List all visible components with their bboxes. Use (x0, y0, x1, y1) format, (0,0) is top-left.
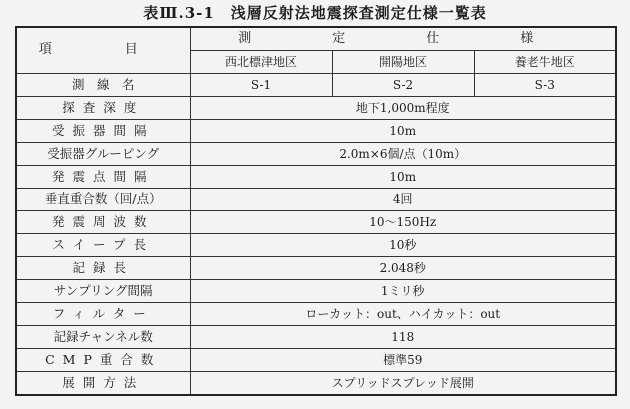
row-label: 探査深度 (16, 96, 190, 119)
table-row (16, 348, 616, 371)
row-value: 10秒 (190, 234, 616, 257)
table-row (16, 142, 616, 165)
table-row (16, 165, 616, 188)
table-row (16, 257, 616, 280)
row-label: CMP重合数 (16, 348, 190, 371)
row-label: 発震点間隔 (16, 165, 190, 188)
table-title: 表Ⅲ.3-1 浅層反射法地震探査測定仕様一覧表 (143, 4, 487, 22)
row-label: 展開方法 (16, 371, 190, 395)
line-name-row (16, 73, 616, 96)
row-value: 10m (190, 165, 616, 188)
table-row (16, 188, 616, 211)
row-label: サンプリング間隔 (16, 280, 190, 303)
area-header: 開陽地区 (332, 50, 474, 73)
row-value: 118 (190, 326, 616, 349)
row-label: 記録チャンネル数 (16, 326, 190, 349)
table-row (16, 326, 616, 349)
area-header: 西北標津地区 (190, 50, 332, 73)
row-label: スイープ長 (16, 234, 190, 257)
specification-table (15, 26, 617, 396)
row-label: 発震周波数 (16, 211, 190, 234)
row-value: 4回 (190, 188, 616, 211)
table-row (16, 119, 616, 142)
table-row (16, 234, 616, 257)
row-value: 10m (190, 119, 616, 142)
table-row (16, 371, 616, 395)
row-value: 1ミリ秒 (190, 280, 616, 303)
row-value: 2.0m×6個/点（10m） (190, 142, 616, 165)
row-value: 地下1,000m程度 (190, 96, 616, 119)
table-row (16, 96, 616, 119)
item-header: 項 目 (16, 27, 190, 73)
row-label: 受振器グルーピング (16, 142, 190, 165)
row-label: 垂直重合数（回/点） (16, 188, 190, 211)
row-label: 測 線 名 (16, 73, 190, 96)
table-row (16, 211, 616, 234)
row-value: 2.048秒 (190, 257, 616, 280)
row-label: 記録長 (16, 257, 190, 280)
row-value: スプリッドスプレッド展開 (190, 371, 616, 395)
line-value: S-2 (332, 73, 474, 96)
row-value: 10～150Hz (190, 211, 616, 234)
table-row (16, 280, 616, 303)
row-value: 標準59 (190, 348, 616, 371)
row-label: 受振器間隔 (16, 119, 190, 142)
area-header: 養老牛地区 (474, 50, 616, 73)
row-label: フィルター (16, 303, 190, 326)
row-value: ローカット：out、ハイカット：out (190, 303, 616, 326)
header-row (16, 27, 616, 50)
line-value: S-3 (474, 73, 616, 96)
spec-header: 測 定 仕 様 (190, 27, 616, 50)
table-row (16, 303, 616, 326)
line-value: S-1 (190, 73, 332, 96)
